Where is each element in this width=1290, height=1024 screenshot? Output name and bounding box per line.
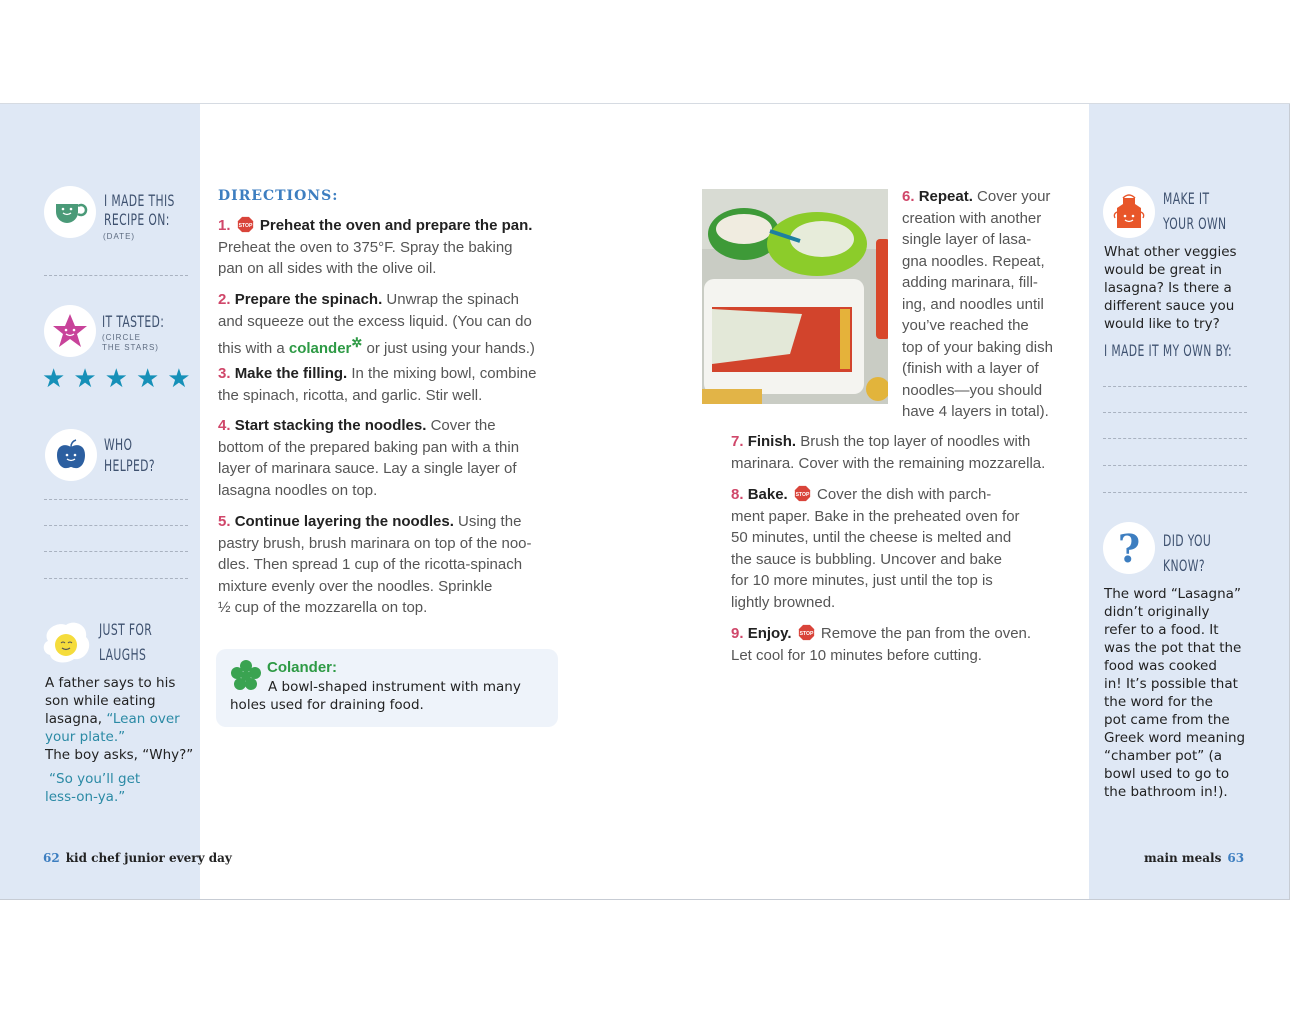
helper-write-line-1[interactable] xyxy=(44,499,188,500)
right-page-number: 63 xyxy=(1227,851,1245,865)
step-5: 5. Continue layering the noodles. Using the pastry brush, brush marinara on top of the noo- dles. Then spread 1 cup of the ricotta-spinach mixture evenly over the noodles. Sprinkle ½ cup of the mozzarella on top. xyxy=(218,513,532,616)
rating-star-4[interactable]: ★ xyxy=(135,363,160,393)
laughs-title: JUST FOR LAUGHS xyxy=(99,620,153,664)
made-own-write-line-5[interactable] xyxy=(1103,492,1247,493)
make-own-text: What other veggies would be great in lasagna? Is there a different sauce you would like to try? xyxy=(1104,244,1237,332)
step-6: 6. Repeat. Cover your creation with another single layer of lasa- gna noodles. Repeat, adding marinara, fill- ing, and noodles until you’ve reached the top of your baking dish (finish with a layer of noodles—you should have 4 layers in total). xyxy=(902,188,1053,420)
made-own-prompt: I MADE IT MY OWN BY: xyxy=(1104,341,1232,360)
step-3: 3. Make the filling. In the mixing bowl, combine the spinach, ricotta, and garlic. Stir well. xyxy=(218,365,537,404)
question-mark-icon xyxy=(1103,522,1155,574)
step-7: 7. Finish. Brush the top layer of noodles with marinara. Cover with the remaining mozzarella. xyxy=(731,433,1046,472)
did-you-know-title: DID YOU KNOW? xyxy=(1163,531,1212,575)
helper-write-line-3[interactable] xyxy=(44,551,188,552)
right-page-footer xyxy=(1144,851,1250,865)
colander-glossary-link[interactable]: colander xyxy=(288,340,352,357)
clover-asterisk-icon xyxy=(230,659,262,691)
stop-sign-icon xyxy=(794,485,811,502)
svg-text:STOP: STOP xyxy=(799,631,814,638)
left-page-footer xyxy=(37,851,232,865)
left-running-title: kid chef junior every day xyxy=(65,851,232,865)
asterisk-icon: ✲ xyxy=(351,335,363,350)
left-sidebar xyxy=(0,104,200,899)
step-9: 9. Enjoy. STOP Remove the pan from the oven. Let cool for 10 minutes before cutting. xyxy=(731,625,1032,664)
who-helped-title: WHO HELPED? xyxy=(104,435,155,475)
stop-sign-icon xyxy=(237,216,254,233)
joke-text: A father says to his son while eating lasagna, “Lean over your plate.” The boy asks, “Why?” “So you’ll get less-on-ya.” xyxy=(45,675,194,805)
step-1: 1. STOP Preheat the oven and prepare the pan. Preheat the oven to 375°F. Spray the baking pan on all sides with the olive oil. xyxy=(218,217,533,277)
directions-heading: DIRECTIONS: xyxy=(218,188,339,204)
step-2: 2. Prepare the spinach. Unwrap the spinach and squeeze out the excess liquid. (You can do this with a colander✲ or just using your hands.) xyxy=(218,291,535,357)
rating-star-1[interactable]: ★ xyxy=(42,363,66,393)
date-label: (DATE) xyxy=(103,232,136,241)
rating-stars xyxy=(42,363,191,393)
made-recipe-title: I MADE THIS RECIPE ON: xyxy=(104,191,175,229)
made-own-write-line-4[interactable] xyxy=(1103,465,1247,466)
teacup-icon xyxy=(44,186,96,238)
egg-face-icon xyxy=(38,619,94,669)
book-spread xyxy=(0,103,1290,900)
made-own-write-line-3[interactable] xyxy=(1103,438,1247,439)
make-own-title: MAKE IT YOUR OWN xyxy=(1163,189,1227,233)
step-4: 4. Start stacking the noodles. Cover the bottom of the prepared baking pan with a thin layer of marinara sauce. Lay a single layer of lasagna noodles on top. xyxy=(218,417,520,499)
right-running-title: main meals xyxy=(1144,851,1222,865)
rating-star-2[interactable]: ★ xyxy=(73,363,97,393)
glossary-term: Colander: xyxy=(267,659,338,676)
step-8: 8. Bake. STOP Cover the dish with parch- ment paper. Bake in the preheated oven for 50 minutes, until the cheese is melted and the sauce is bubbling. Uncover and bake for 10 more minutes, just until the top is lightly browned. xyxy=(731,486,1020,611)
apron-icon xyxy=(1103,186,1155,238)
svg-text:?: ? xyxy=(1117,526,1141,571)
svg-text:STOP: STOP xyxy=(795,492,810,499)
rating-star-5[interactable]: ★ xyxy=(167,363,191,393)
tasted-subtitle: (CIRCLE THE STARS) xyxy=(102,333,159,352)
svg-text:STOP: STOP xyxy=(238,223,253,230)
stop-sign-icon xyxy=(798,624,815,641)
glossary-def-line1: A bowl-shaped instrument with many xyxy=(268,679,521,695)
date-write-line[interactable] xyxy=(44,275,188,276)
glossary-callout xyxy=(216,649,558,727)
star-face-icon xyxy=(44,305,96,357)
lasagna-photo xyxy=(702,189,888,404)
helper-write-line-4[interactable] xyxy=(44,578,188,579)
right-sidebar xyxy=(1089,104,1290,899)
tasted-title: IT TASTED: xyxy=(102,312,165,331)
left-page-number: 62 xyxy=(43,851,60,865)
did-you-know-text: The word “Lasagna” didn’t originally refer to a food. It was the pot that the food was cooked in! It’s possible that the word for the pot came from the Greek word meaning “chamber pot” (a bowl used to go to the bathroom in!). xyxy=(1104,586,1246,800)
made-own-write-line-2[interactable] xyxy=(1103,412,1247,413)
rating-star-3[interactable]: ★ xyxy=(104,363,128,393)
made-own-write-line-1[interactable] xyxy=(1103,386,1247,387)
helper-write-line-2[interactable] xyxy=(44,525,188,526)
glossary-def-line2: holes used for draining food. xyxy=(230,697,424,713)
apple-face-icon xyxy=(45,429,97,481)
